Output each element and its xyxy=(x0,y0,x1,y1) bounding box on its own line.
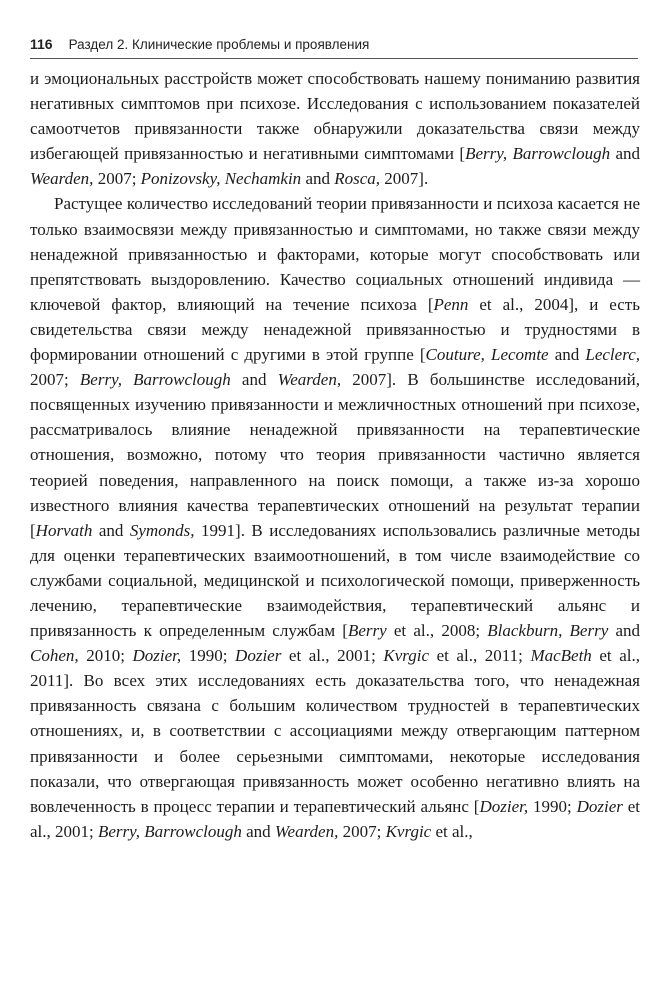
text-run: 2007; xyxy=(30,370,80,390)
citation-author: Berry, Barrowclough xyxy=(465,144,611,164)
text-run: and xyxy=(92,520,130,540)
citation-author: Wearden, xyxy=(30,169,94,189)
citation-author: Kvrgic xyxy=(385,821,432,841)
text-run: 2007; xyxy=(93,169,141,189)
text-run: and xyxy=(230,370,278,390)
text-run: 2010; xyxy=(78,646,133,666)
citation-author: Berry xyxy=(347,621,387,641)
citation-author: Blackburn, Berry xyxy=(487,621,609,641)
text-run: et al., 2004], и есть свидетельства связи между ненадежной привязанностью и трудностями в формировании отношений с другими в этой группе [ xyxy=(30,294,640,365)
text-run: 1991]. В исследованиях использовались различные методы для оценки терапевтических взаимоотношений, в том числе взаимодействие со службами социальной, медицинской и психологической помощи, приверженность лечению, терапевтические взаимодействия, терапевтический альянс и привязанность к определенным службам [ xyxy=(30,520,640,641)
citation-author: Ponizovsky, Nechamkin xyxy=(140,169,302,189)
text-run: 1990; xyxy=(528,796,577,816)
text-run: 2007]. xyxy=(380,169,429,189)
text-run: et al., 2011; xyxy=(429,646,531,666)
citation-author: Berry, Barrowclough xyxy=(79,370,231,390)
paragraph xyxy=(30,66,640,191)
citation-author: Wearden, xyxy=(277,370,342,390)
text-run: 2007; xyxy=(338,821,386,841)
citation-author: Dozier, xyxy=(132,646,182,666)
text-run: and xyxy=(608,621,640,641)
text-run: 2007]. В большинстве исследований, посвященных изучению привязанности и межличностных отношений при психозе, рассматривалось влияние ненадежной привязанности на терапевтические отношения, возможно, потому что теория привязанности частично является теорией поведения, направленного на поиск помощи, а также из-за хорошо известного влияния качества терапевтических отношений на результат терапии [ xyxy=(30,370,640,540)
page-number: 116 xyxy=(30,36,53,52)
paragraph xyxy=(30,191,640,843)
citation-author: Cohen, xyxy=(30,646,79,666)
citation-author: Penn xyxy=(433,294,469,314)
running-header xyxy=(30,36,638,52)
citation-author: Rosca, xyxy=(334,169,381,189)
text-run: et al., 2001; xyxy=(30,796,640,841)
citation-author: Wearden, xyxy=(274,821,339,841)
citation-author: Couture, Lecomte xyxy=(425,345,549,365)
text-run: and xyxy=(301,169,335,189)
running-title: Раздел 2. Клинические проблемы и проявления xyxy=(68,37,370,52)
citation-author: Dozier xyxy=(235,646,282,666)
text-run: et al., 2011]. Во всех этих исследованиях есть доказательства того, что ненадежная привязанность связана с большим количеством трудностей в терапевтических отношениях, и, в соответствии с ассоциациями между отвергающим паттерном привязанности и более серьезными симптомами, некоторые исследования показали, что отвергающая привязанность может особенно негативно влиять на вовлеченность в процесс терапии и терапевтический альянс [ xyxy=(30,646,640,816)
citation-author: Dozier, xyxy=(479,796,529,816)
citation-author: Horvath xyxy=(35,520,93,540)
body-text xyxy=(30,66,640,844)
text-run: et al., 2008; xyxy=(386,621,488,641)
text-run: and xyxy=(610,144,640,164)
text-run: 1990; xyxy=(181,646,236,666)
text-run: and xyxy=(241,821,275,841)
citation-author: Kvrgic xyxy=(383,646,430,666)
citation-author: Leclerc, xyxy=(585,345,640,365)
text-run: and xyxy=(548,345,586,365)
text-run: et al., xyxy=(431,821,473,841)
text-run: Растущее количество исследований теории привязанности и психоза касается не только взаимосвязи между привязанностью и симптомами, но также связи между ненадежной привязанностью и факторами, которые могут способствовать или препятствовать выздоровлению. Качество социальных отношений индивида — ключевой фактор, влияющий на течение психоза [ xyxy=(30,194,640,314)
text-run: и эмоциональных расстройств может способствовать нашему пониманию развития негативных симптомов при психозе. Исследования с использованием показателей самоотчетов привязанности также обнаружили доказательства связи между избегающей привязанностью и негативными симптомами [ xyxy=(30,69,640,164)
citation-author: Dozier xyxy=(576,796,623,816)
header-rule xyxy=(30,58,638,59)
citation-author: Symonds, xyxy=(129,520,195,540)
citation-author: Berry, Barrowclough xyxy=(98,821,242,841)
citation-author: MacBeth xyxy=(530,646,592,666)
text-run: et al., 2001; xyxy=(281,646,384,666)
